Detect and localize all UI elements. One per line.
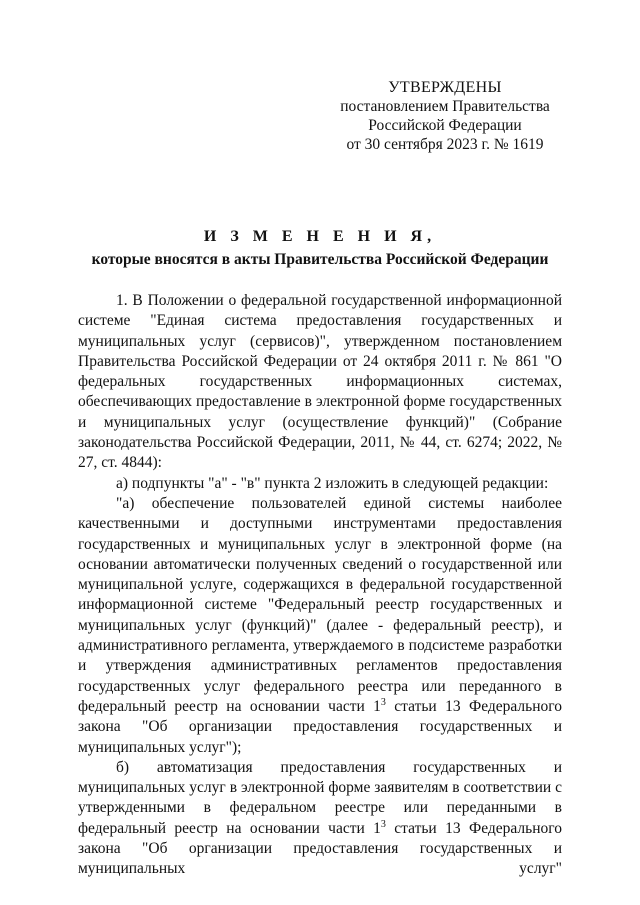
approval-line-3: от 30 сентября 2023 г. № 1619 [346, 136, 544, 153]
approval-stamp [330, 78, 560, 154]
approval-line-1: постановлением Правительства [340, 98, 550, 115]
paragraph-3-superscript: 3 [380, 696, 386, 708]
paragraph-4-text-b: статьи 13 Федерального закона "Об организации предоставления государственных и муниципальных услуг" [78, 819, 562, 878]
paragraph-1: 1. В Положении о федеральной государственной информационной системе "Единая система предоставления государственных и муниципальных услуг (сервисов)", утвержденном постановлением Правительства Российской Федерации от 24 октября 2011 г. № 861 "О федеральных государственных информационных системах, обеспечивающих предоставление в электронной форме государственных и муниципальных услуг (осуществление функций)" (Собрание законодательства Российской Федерации, 2011, № 44, ст. 6274; 2022, № 27, ст. 4844): [78, 292, 562, 472]
paragraph-3-text-b: статьи 13 Федерального закона "Об организации предоставления государственных и муниципальных услуг"); [78, 697, 562, 756]
paragraph-4-superscript: 3 [380, 818, 386, 830]
paragraph-3 [78, 494, 562, 758]
paragraph-4 [78, 758, 562, 880]
approval-line-2: Российской Федерации [368, 117, 522, 134]
approval-title: УТВЕРЖДЕНЫ [388, 79, 502, 96]
document-body [78, 291, 562, 880]
paragraph-2: а) подпункты "а" - "в" пункта 2 изложить в следующей редакции: [116, 474, 549, 492]
paragraph-4-text-a: б) автоматизация предоставления государственных и муниципальных услуг в электронной форме заявителям в соответствии с утвержденными в федеральном реестре или переданными в федеральный реестр на основании части 1 [78, 758, 562, 837]
paragraph-3-text-a: "а) обеспечение пользователей единой системы наиболее качественными и доступными инструментами предоставления государственных и муниципальных услуг в электронной форме (на основании автоматически полученных сведений о государственной или муниципальной услуге, содержащихся в федеральной государственной информационной системе "Федеральный реестр государственных и муниципальных услуг (функций)" (далее - федеральный реестр), и административного регламента, утверждаемого в подсистеме разработки и утверждения административных регламентов предоставления государственных услуг федерального реестра или переданного в федеральный реестр на основании части 1 [78, 494, 562, 715]
document-title: И З М Е Н Е Н И Я, [203, 228, 437, 245]
document-subtitle: которые вносятся в акты Правительства Российской Федерации [91, 251, 549, 268]
